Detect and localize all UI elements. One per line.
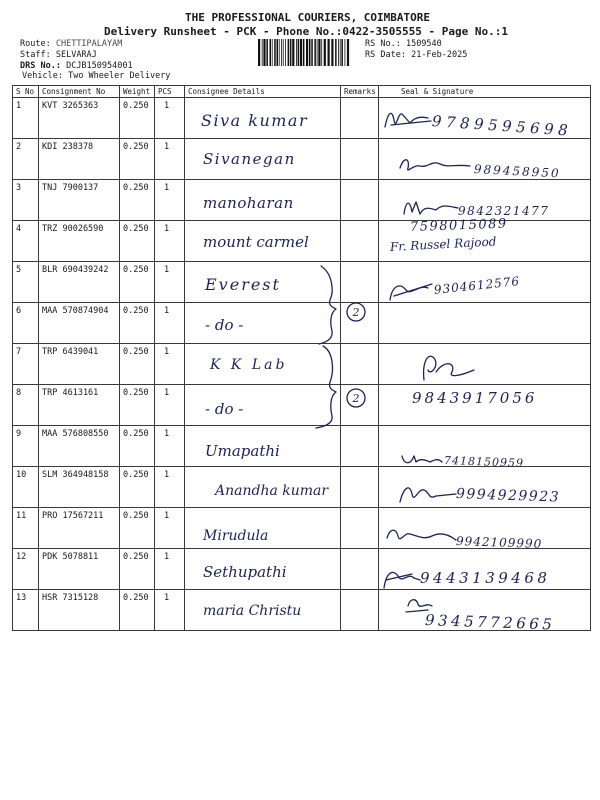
barcode-bar (277, 39, 279, 66)
remarks-cell (341, 221, 379, 262)
barcode-bar (262, 39, 263, 66)
consignment-no-cell: MAA 570874904 (39, 303, 120, 344)
signature-phone-number: 989458950 (473, 162, 561, 181)
consignment-no-cell: KVT 3265363 (39, 98, 120, 139)
remarks-cell (341, 344, 379, 385)
s-no-cell: 2 (13, 139, 39, 180)
barcode-bar (283, 39, 284, 66)
route-label: Route: (20, 39, 51, 49)
weight-cell: 0.250 (120, 180, 155, 221)
barcode-bar (340, 39, 341, 66)
pcs-cell: 1 (155, 385, 185, 426)
signature-phone-number: 7418150959 (443, 454, 525, 470)
weight-cell: 0.250 (120, 221, 155, 262)
s-no-cell: 12 (13, 549, 39, 590)
pcs-cell: 1 (155, 139, 185, 180)
barcode-bar (317, 39, 318, 66)
barcode-bar (285, 39, 286, 66)
drs-no-line (20, 61, 133, 71)
barcode-bar (347, 39, 349, 66)
consignee-handwriting: manoharan (203, 194, 294, 212)
consignment-no-cell: KDI 238378 (39, 139, 120, 180)
s-no-cell: 10 (13, 467, 39, 508)
rs-no-value: 1509540 (405, 39, 442, 49)
route-line (20, 39, 122, 49)
remarks-cell (341, 467, 379, 508)
remarks-cell (341, 303, 379, 344)
consignee-handwriting: K K Lab (210, 357, 288, 373)
barcode-bar (328, 39, 330, 66)
barcode (258, 39, 350, 66)
barcode-bar (270, 39, 272, 66)
rs-no-line (365, 39, 442, 49)
consignment-no-cell: TRZ 90026590 (39, 221, 120, 262)
column-header-seal-signature: Seal & Signature (379, 86, 591, 98)
consignment-no-cell: PRO 17567211 (39, 508, 120, 549)
consignee-handwriting: maria Christu (203, 603, 302, 619)
table-header-row (13, 86, 591, 98)
s-no-cell: 9 (13, 426, 39, 467)
barcode-bar (345, 39, 346, 66)
s-no-cell: 4 (13, 221, 39, 262)
barcode-bar (290, 39, 292, 66)
barcode-bar (324, 39, 326, 66)
vehicle-line (22, 71, 170, 81)
consignee-handwriting: mount carmel (203, 233, 309, 251)
signature-phone-number: 9842321477 (458, 204, 550, 218)
s-no-cell: 6 (13, 303, 39, 344)
consignee-handwriting: Sethupathi (203, 563, 287, 581)
table-row (13, 303, 591, 344)
consignee-handwriting: Sivanegan (203, 150, 296, 168)
consignee-handwriting: Umapathi (205, 442, 280, 460)
pcs-cell: 1 (155, 180, 185, 221)
rs-date-line (365, 50, 467, 60)
consignment-no-cell: TNJ 7900137 (39, 180, 120, 221)
barcode-bar (263, 39, 265, 66)
barcode-bar (300, 39, 302, 66)
remarks-cell (341, 180, 379, 221)
barcode-bar (314, 39, 316, 66)
weight-cell: 0.250 (120, 303, 155, 344)
consignee-handwriting: Anandha kumar (215, 483, 329, 499)
barcode-bar (338, 39, 339, 66)
s-no-cell: 8 (13, 385, 39, 426)
s-no-cell: 13 (13, 590, 39, 631)
seal-signature-cell (379, 344, 591, 385)
barcode-bar (318, 39, 320, 66)
weight-cell: 0.250 (120, 590, 155, 631)
drs-no-label: DRS No.: (20, 61, 61, 71)
consignment-no-cell: TRP 4613161 (39, 385, 120, 426)
barcode-bar (274, 39, 276, 66)
barcode-bar (288, 39, 290, 66)
weight-cell: 0.250 (120, 385, 155, 426)
remarks-cell (341, 508, 379, 549)
consignment-no-cell: MAA 576808550 (39, 426, 120, 467)
remarks-cell (341, 262, 379, 303)
consignment-no-cell: HSR 7315128 (39, 590, 120, 631)
consignee-handwriting: - do - (205, 400, 244, 418)
barcode-bar (306, 39, 308, 66)
pcs-cell: 1 (155, 344, 185, 385)
remarks-cell (341, 426, 379, 467)
remarks-cell (341, 385, 379, 426)
vehicle-label: Vehicle: (22, 71, 63, 81)
weight-cell: 0.250 (120, 549, 155, 590)
remarks-cell (341, 98, 379, 139)
barcode-bar (309, 39, 311, 66)
company-title: THE PROFESSIONAL COURIERS, COIMBATORE (185, 11, 431, 24)
route-value: CHETTIPALAYAM (55, 39, 123, 49)
s-no-cell: 5 (13, 262, 39, 303)
s-no-cell: 7 (13, 344, 39, 385)
remarks-mark: 2 (352, 392, 360, 405)
barcode-bar (331, 39, 333, 66)
pcs-cell: 1 (155, 508, 185, 549)
s-no-cell: 1 (13, 98, 39, 139)
consignee-handwriting: Everest (205, 275, 281, 294)
consignee-handwriting: Siva kumar (201, 111, 309, 130)
pcs-cell: 1 (155, 98, 185, 139)
staff-line (20, 50, 97, 60)
weight-cell: 0.250 (120, 426, 155, 467)
barcode-bar (281, 39, 282, 66)
column-header-remarks: Remarks (341, 86, 379, 98)
rs-no-label: RS No.: (365, 39, 401, 49)
s-no-cell: 3 (13, 180, 39, 221)
barcode-bar (311, 39, 313, 66)
rs-date-value: 21-Feb-2025 (411, 50, 468, 60)
consignment-no-cell: SLM 364948158 (39, 467, 120, 508)
signature-phone-number: 9304612576 (433, 274, 521, 297)
pcs-cell: 1 (155, 426, 185, 467)
barcode-bar (296, 39, 297, 66)
pcs-cell: 1 (155, 590, 185, 631)
pcs-cell: 1 (155, 303, 185, 344)
barcode-bar (298, 39, 300, 66)
consignment-no-cell: BLR 690439242 (39, 262, 120, 303)
consignment-no-cell: PDK 5078811 (39, 549, 120, 590)
barcode-bar (266, 39, 268, 66)
barcode-bar (321, 39, 322, 66)
remarks-cell (341, 549, 379, 590)
weight-cell: 0.250 (120, 508, 155, 549)
barcode-bar (335, 39, 337, 66)
barcode-bar (292, 39, 294, 66)
barcode-bar (303, 39, 305, 66)
staff-value: SELVARAJ (55, 50, 97, 60)
staff-label: Staff: (20, 50, 51, 60)
consignee-handwriting: Mirudula (203, 528, 269, 544)
column-header-consignment-no: Consignment No (39, 86, 120, 98)
rs-date-label: RS Date: (365, 50, 406, 60)
consignee-handwriting: - do - (205, 316, 244, 334)
signature-phone-number: 9443139468 (420, 569, 551, 587)
signature-phone-number: 9942109990 (455, 534, 543, 552)
column-header-pcs: PCS (155, 86, 185, 98)
signature-phone-number: 9843917056 (412, 389, 538, 407)
pcs-cell: 1 (155, 549, 185, 590)
pcs-cell: 1 (155, 467, 185, 508)
barcode-bar (279, 39, 280, 66)
drs-no-value: DCJB150954001 (66, 61, 133, 71)
remarks-mark: 2 (352, 306, 360, 319)
table-row (13, 344, 591, 385)
runsheet-subtitle: Delivery Runsheet - PCK - Phone No.:0422-3505555 - Page No.:1 (104, 25, 508, 38)
seal-signature-cell (379, 303, 591, 344)
remarks-cell (341, 590, 379, 631)
s-no-cell: 11 (13, 508, 39, 549)
column-header-weight: Weight (120, 86, 155, 98)
column-header-consignee-details: Consignee Details (185, 86, 341, 98)
weight-cell: 0.250 (120, 262, 155, 303)
signature-phone-number: 7598015089 (409, 216, 508, 235)
signature-phone-number: 9789595698 (431, 112, 573, 140)
barcode-bar (258, 39, 260, 66)
vehicle-value: Two Wheeler Delivery (68, 71, 171, 81)
weight-cell: 0.250 (120, 98, 155, 139)
signature-name: Fr. Russel Rajood (389, 234, 497, 254)
signature-phone-number: 9345772665 (424, 611, 556, 634)
signature-phone-number: 9994929923 (455, 486, 561, 506)
weight-cell: 0.250 (120, 467, 155, 508)
pcs-cell: 1 (155, 221, 185, 262)
consignment-no-cell: TRP 6439041 (39, 344, 120, 385)
barcode-bar (272, 39, 273, 66)
weight-cell: 0.250 (120, 139, 155, 180)
column-header-s-no: S No (13, 86, 39, 98)
weight-cell: 0.250 (120, 344, 155, 385)
pcs-cell: 1 (155, 262, 185, 303)
barcode-bar (341, 39, 343, 66)
remarks-cell (341, 139, 379, 180)
